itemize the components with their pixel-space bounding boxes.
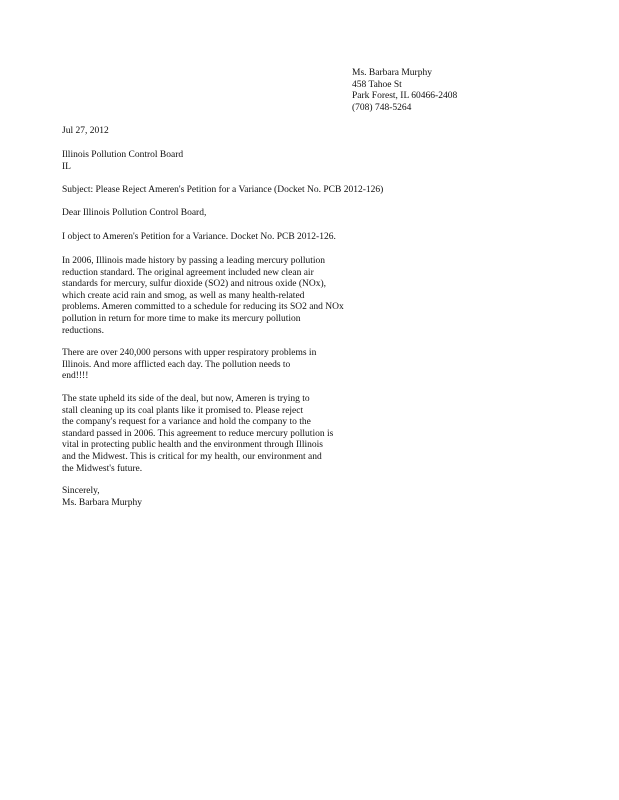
paragraph-line: Illinois. And more afflicted each day. The pollution needs to — [62, 359, 291, 370]
valediction: Sincerely, — [62, 486, 100, 496]
objection-statement — [62, 232, 582, 244]
recipient-block — [62, 150, 582, 173]
objection-text: I object to Ameren's Petition for a Variance. Docket No. PCB 2012-126. — [62, 232, 336, 242]
paragraph-line: pollution in return for more time to make its mercury pollution — [62, 313, 301, 324]
paragraph-line: the company's request for a variance and hold the company to the — [62, 417, 311, 428]
paragraph-line: end!!!! — [62, 371, 89, 382]
paragraph-line: standards for mercury, sulfur dioxide (SO2) and nitrous oxide (NOx), — [62, 279, 327, 290]
sender-city: Park Forest, IL 60466-2408 — [352, 91, 458, 102]
recipient-org: Illinois Pollution Control Board — [62, 150, 184, 160]
paragraph-line: reduction standard. The original agreement included new clean air — [62, 267, 314, 278]
signature-name: Ms. Barbara Murphy — [62, 497, 142, 508]
sender-address-block — [352, 68, 592, 114]
body-paragraph-3 — [62, 394, 582, 475]
paragraph-line: the Midwest's future. — [62, 463, 143, 474]
letter-date: Jul 27, 2012 — [62, 126, 109, 136]
paragraph-line: There are over 240,000 persons with upper respiratory problems in — [62, 348, 317, 358]
paragraph-line: reductions. — [62, 325, 104, 336]
sender-name: Ms. Barbara Murphy — [352, 68, 432, 78]
paragraph-line: which create acid rain and smog, as well as many health-related — [62, 290, 305, 301]
paragraph-line: standard passed in 2006. This agreement to reduce mercury pollution is — [62, 428, 334, 439]
paragraph-line: The state upheld its side of the deal, but now, Ameren is trying to — [62, 394, 310, 404]
paragraph-line: and the Midwest. This is critical for my health, our environment and — [62, 451, 322, 462]
recipient-state: IL — [62, 161, 71, 172]
sender-phone: (708) 748-5264 — [352, 102, 412, 113]
subject-line — [62, 185, 582, 197]
body-paragraph-2 — [62, 348, 582, 383]
body-paragraph-1 — [62, 256, 582, 337]
closing-block — [62, 486, 582, 509]
paragraph-line: In 2006, Illinois made history by passing a leading mercury pollution — [62, 256, 326, 266]
sender-street: 458 Tahoe St — [352, 79, 402, 90]
salutation-text: Dear Illinois Pollution Control Board, — [62, 208, 207, 218]
salutation — [62, 208, 582, 220]
subject-text: Subject: Please Reject Ameren's Petition for a Variance (Docket No. PCB 2012-126) — [62, 185, 384, 195]
paragraph-line: problems. Ameren committed to a schedule for reducing its SO2 and NOx — [62, 302, 344, 313]
paragraph-line: vital in protecting public health and the environment through Illinois — [62, 440, 323, 451]
paragraph-line: stall cleaning up its coal plants like it promised to. Please reject — [62, 405, 304, 416]
